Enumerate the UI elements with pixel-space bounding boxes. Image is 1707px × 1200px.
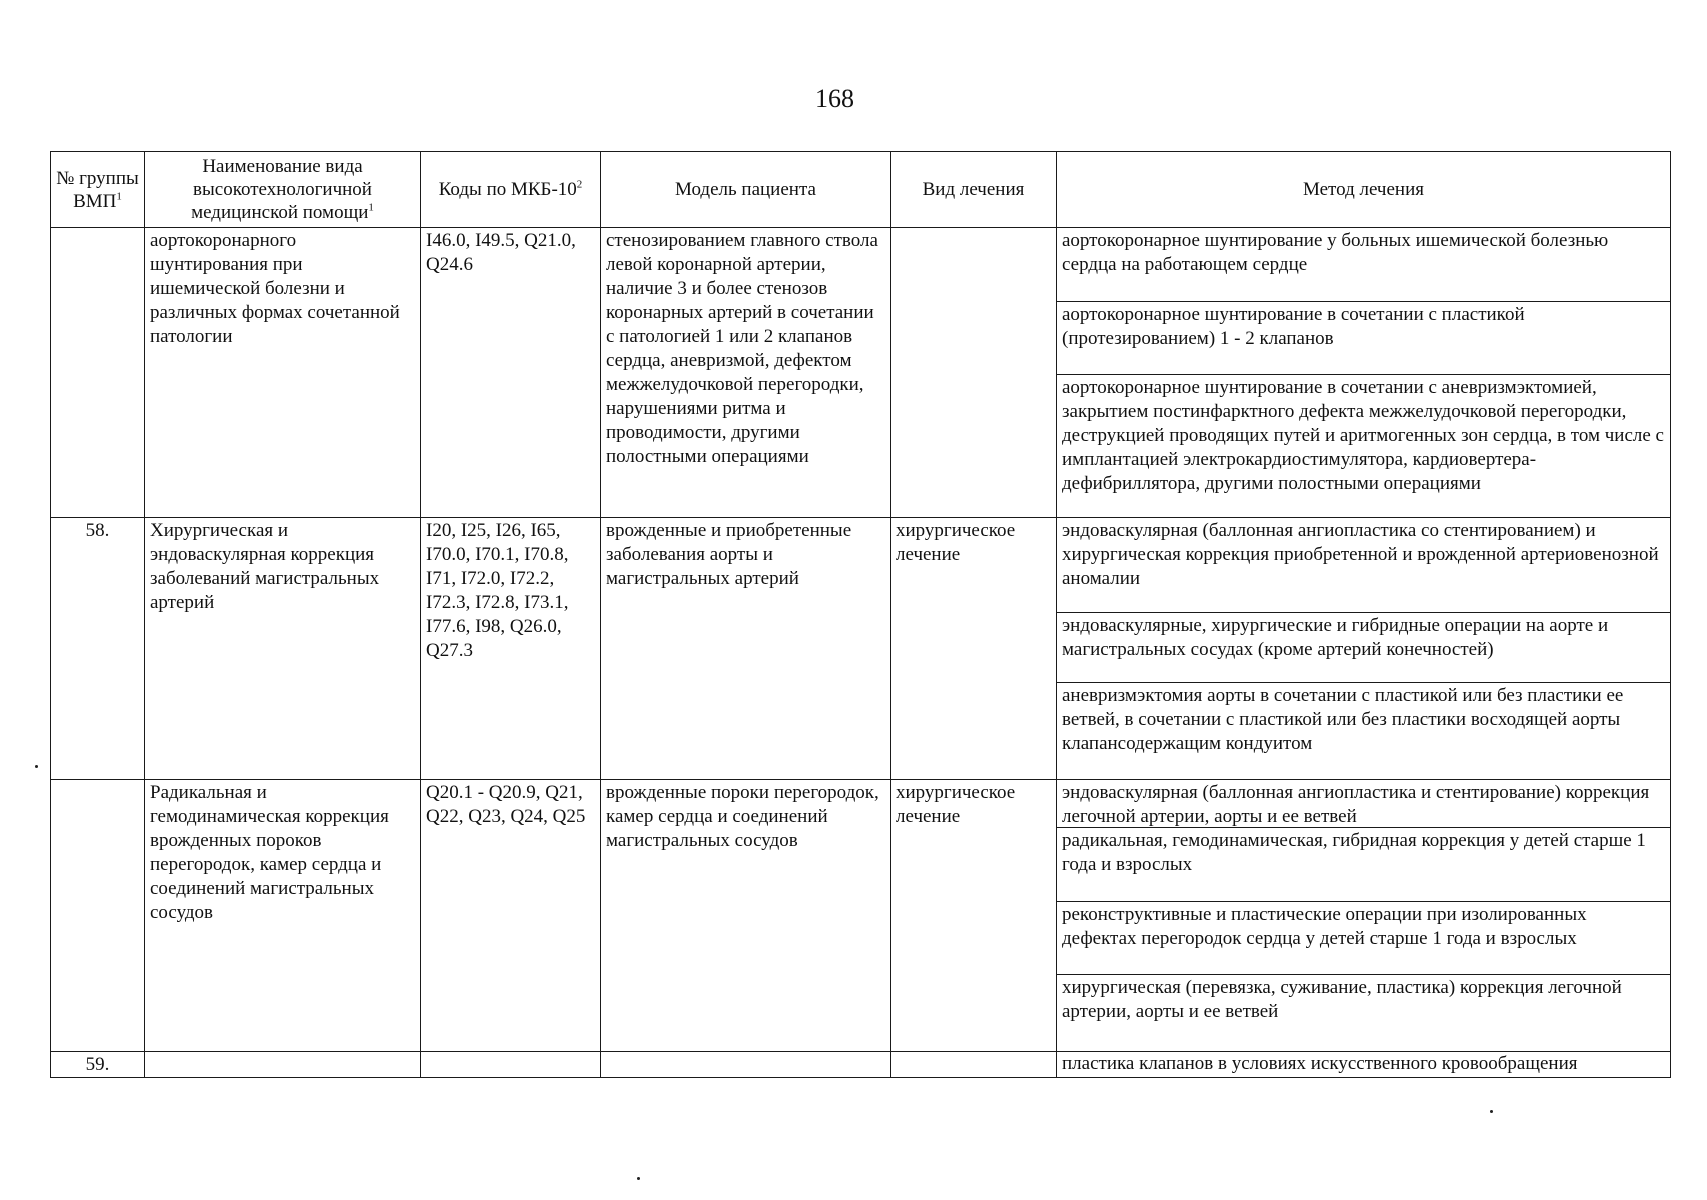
table-row xyxy=(51,1052,1671,1078)
header-group: № группы ВМП$^1$ xyxy=(51,152,145,228)
cell-patient-model: врожденные и приобретенные заболевания аорты и магистральных артерий xyxy=(601,518,891,780)
cell-care-name: аортокоронарного шунтирования при ишемической болезни и различных формах сочетанной патологии xyxy=(145,228,421,518)
table-row xyxy=(51,780,1671,1052)
header-name: Наименование вида высокотехнологичной медицинской помощи$^1$ xyxy=(145,152,421,228)
scan-speck xyxy=(637,1177,640,1180)
method-item: хирургическая (перевязка, суживание, пластика) коррекция легочной артерии, аорты и ее ветвей xyxy=(1062,977,1622,1022)
table-header-row xyxy=(51,152,1671,228)
cell-care-name: Хирургическая и эндоваскулярная коррекция заболеваний магистральных артерий xyxy=(145,518,421,780)
method-item: аортокоронарное шунтирование у больных ишемической болезнью сердца на работающем сердце xyxy=(1057,228,1670,302)
scan-speck xyxy=(1490,1110,1493,1113)
cell-treatment-type: хирургическое лечение xyxy=(891,780,1057,1052)
cell-care-name xyxy=(145,1052,421,1078)
cell-methods xyxy=(1057,228,1671,518)
header-codes: Коды по МКБ-$10^2$ xyxy=(421,152,601,228)
method-item: аневризмэктомия аорты в сочетании с пластикой или без пластики ее ветвей, в сочетании с пластикой или без пластики восходящей аорты клапансодержащим кондуитом xyxy=(1062,685,1624,754)
method-item: эндоваскулярная (баллонная ангиопластика и стентирование) коррекция легочной артерии, аорты и ее ветвей xyxy=(1057,780,1670,828)
method-item: аортокоронарное шунтирование в сочетании с пластикой (протезированием) 1 - 2 клапанов xyxy=(1057,302,1670,375)
method-item: аортокоронарное шунтирование в сочетании с аневризмэктомией, закрытием постинфарктного дефекта межжелудочковой перегородки, деструкцией проводящих путей и аритмогенных зон сердца, в том числе с имплантацией электрокардиостимулятора, кардиовертера-дефибриллятора, другими полостными операциями xyxy=(1062,377,1664,494)
cell-group-number: 59. xyxy=(51,1052,145,1078)
cell-methods xyxy=(1057,780,1671,1052)
cell-methods xyxy=(1057,518,1671,780)
header-treatment: Вид лечения xyxy=(891,152,1057,228)
method-item: эндоваскулярная (баллонная ангиопластика со стентированием) и хирургическая коррекция приобретенной и врожденной артериовенозной аномалии xyxy=(1057,518,1670,613)
cell-care-name: Радикальная и гемодинамическая коррекция врожденных пороков перегородок, камер сердца и соединений магистральных сосудов xyxy=(145,780,421,1052)
table-row xyxy=(51,228,1671,518)
cell-group-number xyxy=(51,780,145,1052)
method-item: эндоваскулярные, хирургические и гибридные операции на аорте и магистральных сосудах (кроме артерий конечностей) xyxy=(1057,613,1670,683)
scan-speck xyxy=(35,765,38,768)
cell-patient-model: врожденные пороки перегородок, камер сердца и соединений магистральных сосудов xyxy=(601,780,891,1052)
method-item: пластика клапанов в условиях искусственного кровообращения xyxy=(1062,1053,1578,1074)
cell-patient-model xyxy=(601,1052,891,1078)
cell-treatment-type: хирургическое лечение xyxy=(891,518,1057,780)
cell-treatment-type xyxy=(891,1052,1057,1078)
cell-group-number: 58. xyxy=(51,518,145,780)
header-patient: Модель пациента xyxy=(601,152,891,228)
cell-icd-codes: I20, I25, I26, I65, I70.0, I70.1, I70.8, I71, I72.0, I72.2, I72.3, I72.8, I73.1, I77.6, I98, Q26.0, Q27.3 xyxy=(421,518,601,780)
header-method: Метод лечения xyxy=(1057,152,1671,228)
cell-methods xyxy=(1057,1052,1671,1078)
method-item: радикальная, гемодинамическая, гибридная коррекция у детей старше 1 года и взрослых xyxy=(1057,828,1670,902)
cell-icd-codes: I46.0, I49.5, Q21.0, Q24.6 xyxy=(421,228,601,518)
method-item: реконструктивные и пластические операции при изолированных дефектах перегородок сердца у детей старше 1 года и взрослых xyxy=(1057,902,1670,975)
cell-group-number xyxy=(51,228,145,518)
cell-icd-codes xyxy=(421,1052,601,1078)
cell-icd-codes: Q20.1 - Q20.9, Q21, Q22, Q23, Q24, Q25 xyxy=(421,780,601,1052)
cell-patient-model: стенозированием главного ствола левой коронарной артерии, наличие 3 и более стенозов коронарных артерий в сочетании с патологией 1 или 2 клапанов сердца, аневризмой, дефектом межжелудочковой перегородки, нарушениями ритма и проводимости, другими полостными операциями xyxy=(601,228,891,518)
cell-treatment-type xyxy=(891,228,1057,518)
page-number: 168 xyxy=(815,84,854,113)
table-row xyxy=(51,518,1671,780)
vmp-table xyxy=(50,151,1671,1078)
